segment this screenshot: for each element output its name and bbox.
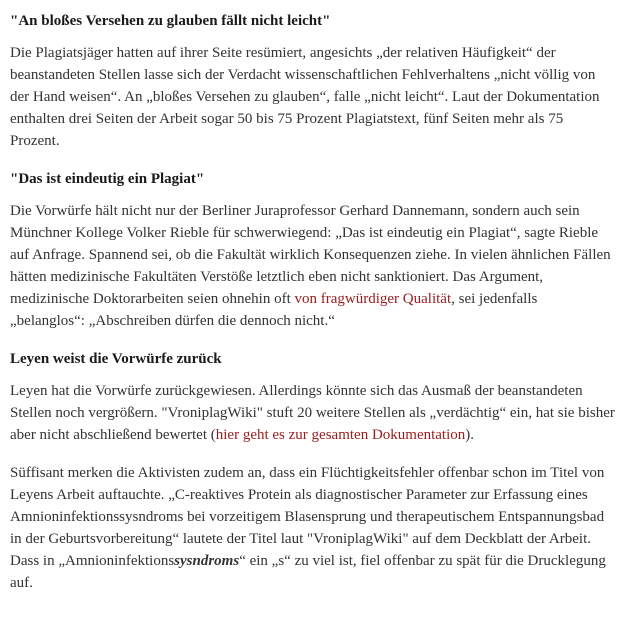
paragraph-titel-fehler bbox=[10, 462, 616, 594]
paragraph-plagiatsjaeger bbox=[10, 42, 616, 152]
paragraph-vorwuerfe bbox=[10, 200, 616, 332]
section-heading-plagiat: "Das ist eindeutig ein Plagiat" bbox=[10, 171, 205, 187]
emphasized-typo-sysndroms: sysndroms bbox=[174, 553, 240, 569]
paragraph-text: Die Plagiatsjäger hatten auf ihrer Seite resümiert, angesichts „der relativen Häufigkeit“ der beanstandeten Stellen lasse sich der Verdacht wissenschaftlichen Fehlverhaltens „nicht völlig von der Hand weisen“. An „bloßes Versehen zu glauben“, falle „nicht leicht“. Laut der Dokumentation enthalten drei Seiten der Arbeit sogar 50 bis 75 Prozent Plagiatstext, fünf Seiten mehr als 75 Prozent. bbox=[10, 45, 600, 149]
link-gesamte-dokumentation[interactable]: hier geht es zur gesamten Dokumentation bbox=[215, 427, 466, 443]
section-heading-leyen-zurueckweisung: Leyen weist die Vorwürfe zurück bbox=[10, 351, 222, 367]
paragraph-text: Süffisant merken die Aktivisten zudem an, dass ein Flüchtigkeitsfehler offenbar schon im Titel von Leyens Arbeit auftauchte. „C-reaktives Protein als diagnostischer Parameter zur Erfassung eines Amnioninfektionssysndroms bei vorzeitigem Blasensprung und therapeutischem Entspannungsbad in der Geburtsvorbereitung“ lautete der Titel laut "VroniplagWiki" auf dem Deckblatt der Arbeit. Dass in „Amnioninfektions bbox=[10, 465, 605, 569]
paragraph-text: ). bbox=[465, 427, 475, 443]
paragraph-text: “ ein „s“ zu viel ist, fiel offenbar zu spät für die Drucklegung auf. bbox=[10, 553, 606, 591]
section-heading-versehen: "An bloßes Versehen zu glauben fällt nicht leicht" bbox=[10, 13, 331, 29]
link-fragwuerdige-qualitaet[interactable]: von fragwürdiger Qualität bbox=[294, 291, 452, 307]
paragraph-text: , sei jedenfalls „belanglos“: „Abschreiben dürfen die dennoch nicht.“ bbox=[10, 291, 538, 329]
paragraph-text: Leyen hat die Vorwürfe zurückgewiesen. Allerdings könnte sich das Ausmaß der beanstandeten Stellen noch vergrößern. "VroniplagWiki" stuft 20 weitere Stellen als „verdächtig“ ein, hat sie bisher aber nicht abschließend bewertet ( bbox=[10, 383, 615, 443]
paragraph-text: Die Vorwürfe hält nicht nur der Berliner Juraprofessor Gerhard Dannemann, sondern auch sein Münchner Kollege Volker Rieble für schwerwiegend: „Das ist eindeutig ein Plagiat“, sagte Rieble auf Anfrage. Spannend sei, ob die Fakultät wirklich Konsequenzen ziehe. In vielen ähnlichen Fällen hätten medizinische Fakultäten Verstöße letztlich eben nicht sanktioniert. Das Argument, medizinische Doktorarbeiten seien ohnehin oft bbox=[10, 203, 611, 307]
paragraph-zurueckgewiesen bbox=[10, 380, 616, 446]
